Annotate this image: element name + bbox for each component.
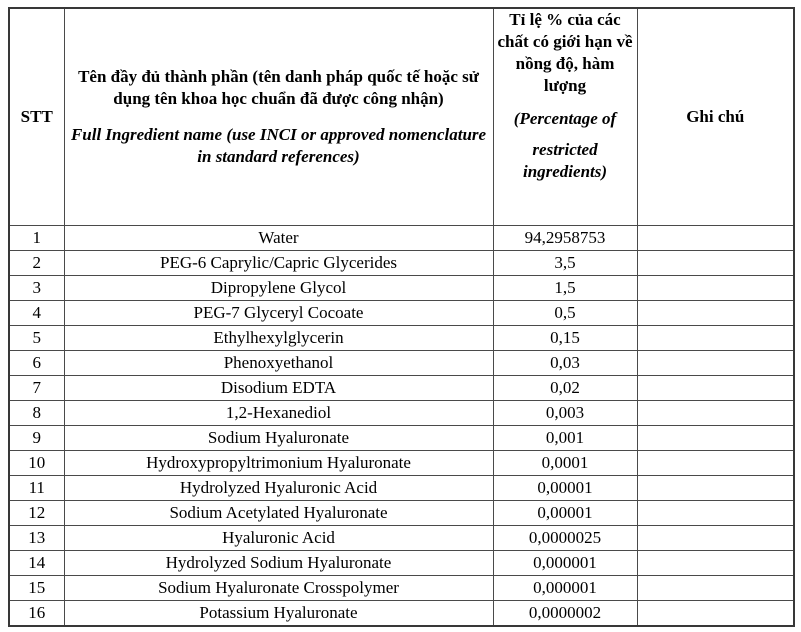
header-stt xyxy=(9,8,64,226)
table-row xyxy=(9,576,794,601)
percentage-cell: 0,00001 xyxy=(493,501,637,526)
percentage-cell: 0,0001 xyxy=(493,451,637,476)
note-cell xyxy=(637,601,794,626)
header-ingredient-name xyxy=(64,8,493,226)
note-cell xyxy=(637,501,794,526)
table-row xyxy=(9,476,794,501)
row-number-cell: 13 xyxy=(9,526,64,551)
table-row xyxy=(9,376,794,401)
row-number-cell: 7 xyxy=(9,376,64,401)
row-number-cell: 5 xyxy=(9,326,64,351)
note-cell xyxy=(637,426,794,451)
percentage-cell: 0,001 xyxy=(493,426,637,451)
ingredient-name-cell: Hydrolyzed Sodium Hyaluronate xyxy=(64,551,493,576)
ingredient-name-cell: 1,2-Hexanediol xyxy=(64,401,493,426)
header-notes-label: Ghi chú xyxy=(686,107,745,126)
table-row xyxy=(9,526,794,551)
row-number-cell: 1 xyxy=(9,226,64,251)
row-number-cell: 14 xyxy=(9,551,64,576)
header-percentage-en-line1: (Percentage of xyxy=(513,109,617,128)
table-row xyxy=(9,351,794,376)
header-percentage-vi: Tỉ lệ % của các chất có giới hạn về nồng độ, hàm lượng xyxy=(497,10,633,95)
percentage-cell: 0,0000002 xyxy=(493,601,637,626)
note-cell xyxy=(637,376,794,401)
row-number-cell: 16 xyxy=(9,601,64,626)
table-row xyxy=(9,601,794,626)
row-number-cell: 12 xyxy=(9,501,64,526)
row-number-cell: 3 xyxy=(9,276,64,301)
note-cell xyxy=(637,326,794,351)
percentage-cell: 0,0000025 xyxy=(493,526,637,551)
table-row xyxy=(9,226,794,251)
table-row xyxy=(9,251,794,276)
table-row xyxy=(9,326,794,351)
table-row xyxy=(9,301,794,326)
percentage-cell: 0,000001 xyxy=(493,576,637,601)
row-number-cell: 10 xyxy=(9,451,64,476)
row-number-cell: 9 xyxy=(9,426,64,451)
ingredient-name-cell: Sodium Acetylated Hyaluronate xyxy=(64,501,493,526)
percentage-cell: 0,000001 xyxy=(493,551,637,576)
header-percentage-en-line2: restricted ingredients) xyxy=(522,140,608,181)
header-percentage xyxy=(493,8,637,226)
note-cell xyxy=(637,476,794,501)
row-number-cell: 8 xyxy=(9,401,64,426)
table-row xyxy=(9,401,794,426)
note-cell xyxy=(637,451,794,476)
ingredient-name-cell: Ethylhexylglycerin xyxy=(64,326,493,351)
ingredient-name-cell: Potassium Hyaluronate xyxy=(64,601,493,626)
row-number-cell: 4 xyxy=(9,301,64,326)
ingredient-name-cell: Hydrolyzed Hyaluronic Acid xyxy=(64,476,493,501)
note-cell xyxy=(637,551,794,576)
percentage-cell: 1,5 xyxy=(493,276,637,301)
header-stt-label: STT xyxy=(20,107,53,126)
note-cell xyxy=(637,576,794,601)
ingredient-name-cell: PEG-6 Caprylic/Capric Glycerides xyxy=(64,251,493,276)
note-cell xyxy=(637,526,794,551)
ingredient-name-cell: Dipropylene Glycol xyxy=(64,276,493,301)
table-row xyxy=(9,426,794,451)
ingredient-name-cell: Phenoxyethanol xyxy=(64,351,493,376)
note-cell xyxy=(637,401,794,426)
percentage-cell: 0,15 xyxy=(493,326,637,351)
percentage-cell: 0,03 xyxy=(493,351,637,376)
row-number-cell: 11 xyxy=(9,476,64,501)
note-cell xyxy=(637,226,794,251)
note-cell xyxy=(637,251,794,276)
ingredient-declaration-table xyxy=(8,7,795,627)
header-ingredient-name-vi: Tên đầy đủ thành phần (tên danh pháp quốc tế hoặc sử dụng tên khoa học chuẩn đã được công nhận) xyxy=(78,67,479,108)
ingredient-name-cell: Disodium EDTA xyxy=(64,376,493,401)
header-ingredient-name-en: Full Ingredient name (use INCI or approved nomenclature in standard references) xyxy=(70,125,487,166)
ingredient-name-cell: PEG-7 Glyceryl Cocoate xyxy=(64,301,493,326)
percentage-cell: 3,5 xyxy=(493,251,637,276)
percentage-cell: 0,00001 xyxy=(493,476,637,501)
table-row xyxy=(9,551,794,576)
header-row xyxy=(9,8,794,226)
header-notes xyxy=(637,8,794,226)
ingredient-name-cell: Sodium Hyaluronate xyxy=(64,426,493,451)
table-row xyxy=(9,451,794,476)
note-cell xyxy=(637,351,794,376)
ingredient-name-cell: Water xyxy=(64,226,493,251)
table-body xyxy=(9,226,794,626)
row-number-cell: 2 xyxy=(9,251,64,276)
row-number-cell: 15 xyxy=(9,576,64,601)
ingredient-name-cell: Hyaluronic Acid xyxy=(64,526,493,551)
table-row xyxy=(9,276,794,301)
row-number-cell: 6 xyxy=(9,351,64,376)
percentage-cell: 0,02 xyxy=(493,376,637,401)
note-cell xyxy=(637,276,794,301)
ingredient-name-cell: Sodium Hyaluronate Crosspolymer xyxy=(64,576,493,601)
percentage-cell: 0,5 xyxy=(493,301,637,326)
percentage-cell: 94,2958753 xyxy=(493,226,637,251)
table-row xyxy=(9,501,794,526)
note-cell xyxy=(637,301,794,326)
percentage-cell: 0,003 xyxy=(493,401,637,426)
ingredient-name-cell: Hydroxypropyltrimonium Hyaluronate xyxy=(64,451,493,476)
